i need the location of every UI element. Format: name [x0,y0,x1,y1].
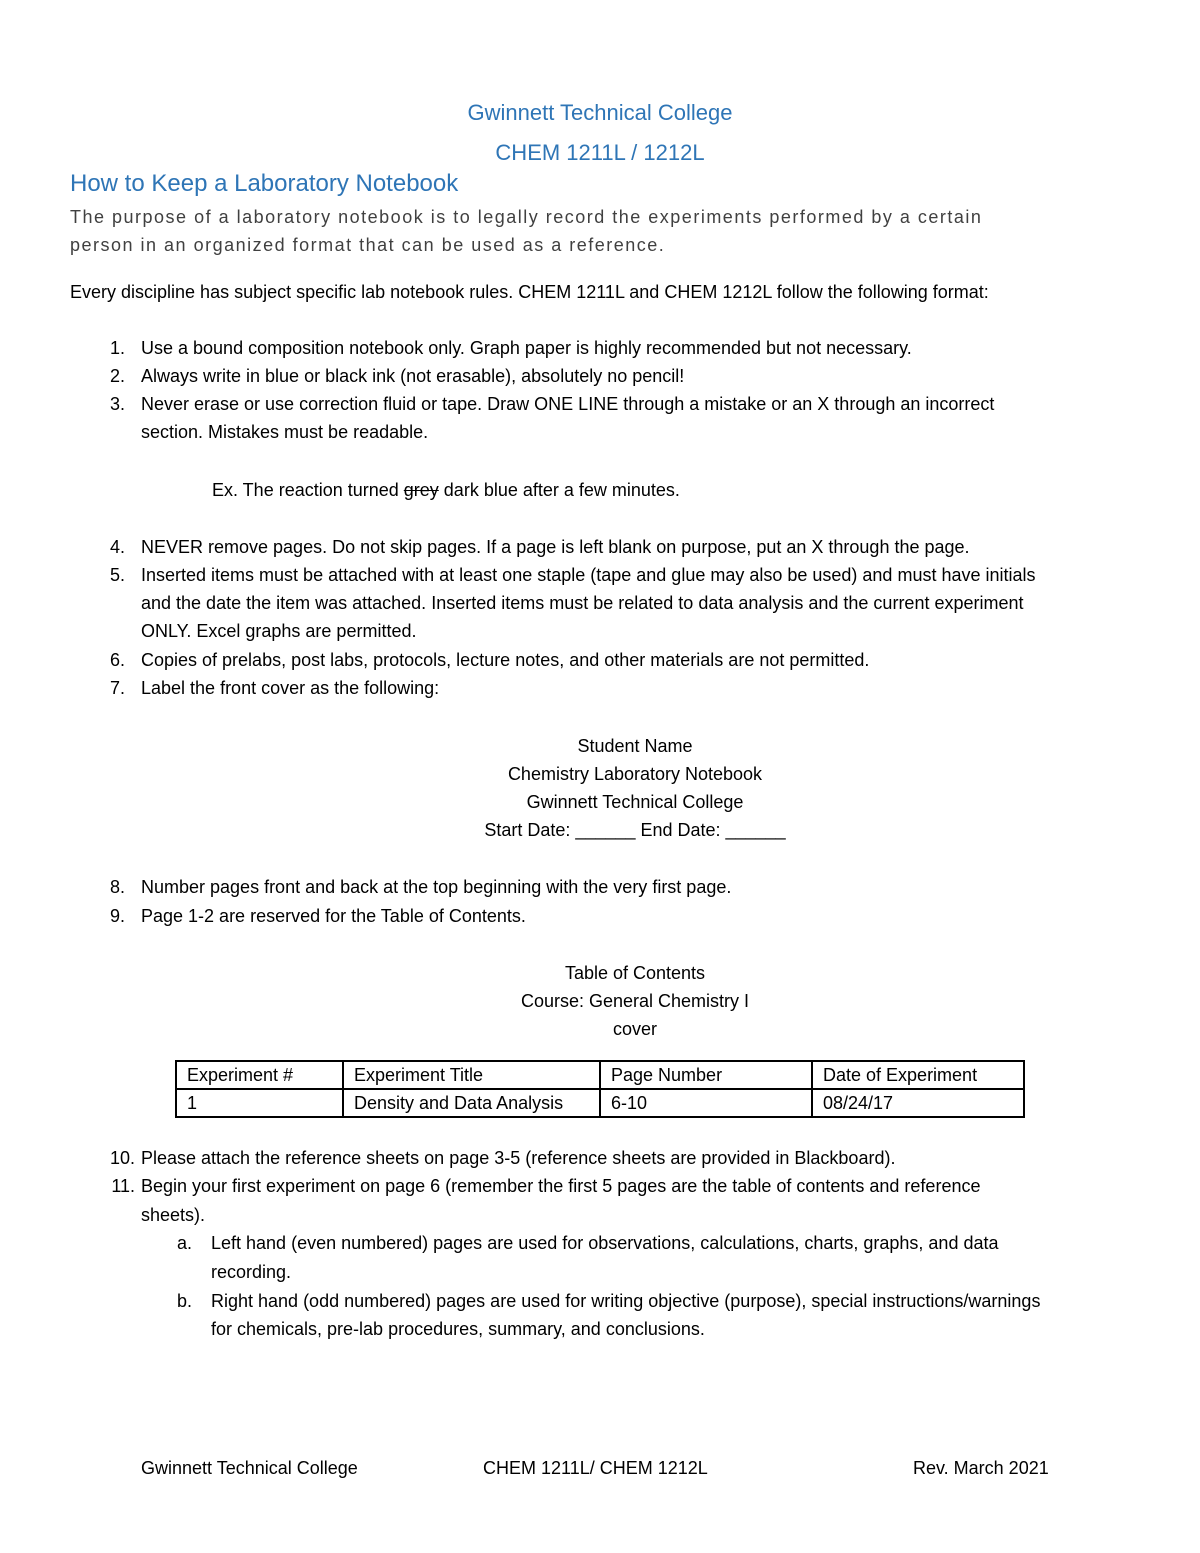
list-text: section. Mistakes must be readable. [141,422,429,442]
list-number: 10. [109,1148,135,1168]
list-text: Never erase or use correction fluid or tape. Draw ONE LINE through a mistake or an X through an incorrect [141,394,995,414]
toc-course: Course: General Chemistry I [520,991,750,1011]
list-number: 7. [109,678,125,698]
cover-notebook-title: Chemistry Laboratory Notebook [507,764,763,784]
toc-heading: Table of Contents [564,963,706,983]
list-number: 8. [109,877,125,897]
list-number: 3. [109,394,125,414]
list-text: Use a bound composition notebook only. Graph paper is highly recommended but not necessary. [141,338,912,358]
footer-center: CHEM 1211L/ CHEM 1212L [483,1458,708,1478]
list-text: Copies of prelabs, post labs, protocols, lecture notes, and other materials are not permitted. [141,650,870,670]
subtitle-line-1: The purpose of a laboratory notebook is to legally record the experiments performed by a certain [70,207,983,227]
footer-left: Gwinnett Technical College [141,1458,358,1478]
list-text: NEVER remove pages. Do not skip pages. If a page is left blank on purpose, put an X through the page. [141,537,970,557]
list-number: 1. [109,338,125,358]
page-title: How to Keep a Laboratory Notebook [70,170,459,197]
table-header-cell: Page Number [600,1061,812,1089]
list-text: sheets). [141,1205,206,1225]
list-letter: b. [176,1291,192,1311]
list-text: Page 1-2 are reserved for the Table of Contents. [141,906,526,926]
struck-word: grey [403,480,439,500]
table-header-cell: Experiment Title [343,1061,600,1089]
list-text: Number pages front and back at the top beginning with the very first page. [141,877,732,897]
list-letter: a. [176,1233,192,1253]
cover-student-name: Student Name [577,736,693,756]
list-text: ONLY. Excel graphs are permitted. [141,621,417,641]
list-text: Begin your first experiment on page 6 (remember the first 5 pages are the table of contents and reference [141,1176,981,1196]
example-text-before: Ex. The reaction turned [212,480,404,500]
list-text: Inserted items must be attached with at least one staple (tape and glue may also be used) and must have initials [141,565,1036,585]
table-cell: Density and Data Analysis [343,1089,600,1117]
list-text: Right hand (odd numbered) pages are used for writing objective (purpose), special instructions/warnings [211,1291,1041,1311]
table-cell: 08/24/17 [812,1089,1024,1117]
intro-paragraph: Every discipline has subject specific lab notebook rules. CHEM 1211L and CHEM 1212L follow the following format: [70,282,989,302]
table-header-cell: Date of Experiment [812,1061,1024,1089]
list-number: 2. [109,366,125,386]
list-number: 5. [109,565,125,585]
table-header-row [176,1061,1024,1089]
list-number: 9. [109,906,125,926]
list-text: and the date the item was attached. Inserted items must be related to data analysis and the current experiment [141,593,1024,613]
subtitle-line-2: person in an organized format that can be used as a reference. [70,235,666,255]
list-number: 11. [111,1176,135,1196]
list-text: Always write in blue or black ink (not erasable), absolutely no pencil! [141,366,685,386]
college-header: Gwinnett Technical College [467,100,733,125]
list-text: Please attach the reference sheets on page 3-5 (reference sheets are provided in Blackboard). [141,1148,896,1168]
table-cell: 6-10 [600,1089,812,1117]
example-sentence [212,480,680,501]
course-header: CHEM 1211L / 1212L [495,140,705,165]
footer-right: Rev. March 2021 [913,1458,1049,1478]
list-text: Label the front cover as the following: [141,678,440,698]
table-header-cell: Experiment # [176,1061,343,1089]
toc-cover: cover [612,1019,657,1039]
list-text: recording. [211,1262,292,1282]
table-cell: 1 [176,1089,343,1117]
list-text: Left hand (even numbered) pages are used for observations, calculations, charts, graphs, and data [211,1233,999,1253]
list-number: 6. [109,650,125,670]
cover-college: Gwinnett Technical College [526,792,744,812]
table-row [176,1089,1024,1117]
cover-dates: Start Date: ______ End Date: ______ [484,820,786,840]
list-text: for chemicals, pre-lab procedures, summary, and conclusions. [211,1319,705,1339]
list-number: 4. [109,537,125,557]
example-text-after: dark blue after a few minutes. [438,480,680,500]
toc-table [175,1060,1025,1118]
